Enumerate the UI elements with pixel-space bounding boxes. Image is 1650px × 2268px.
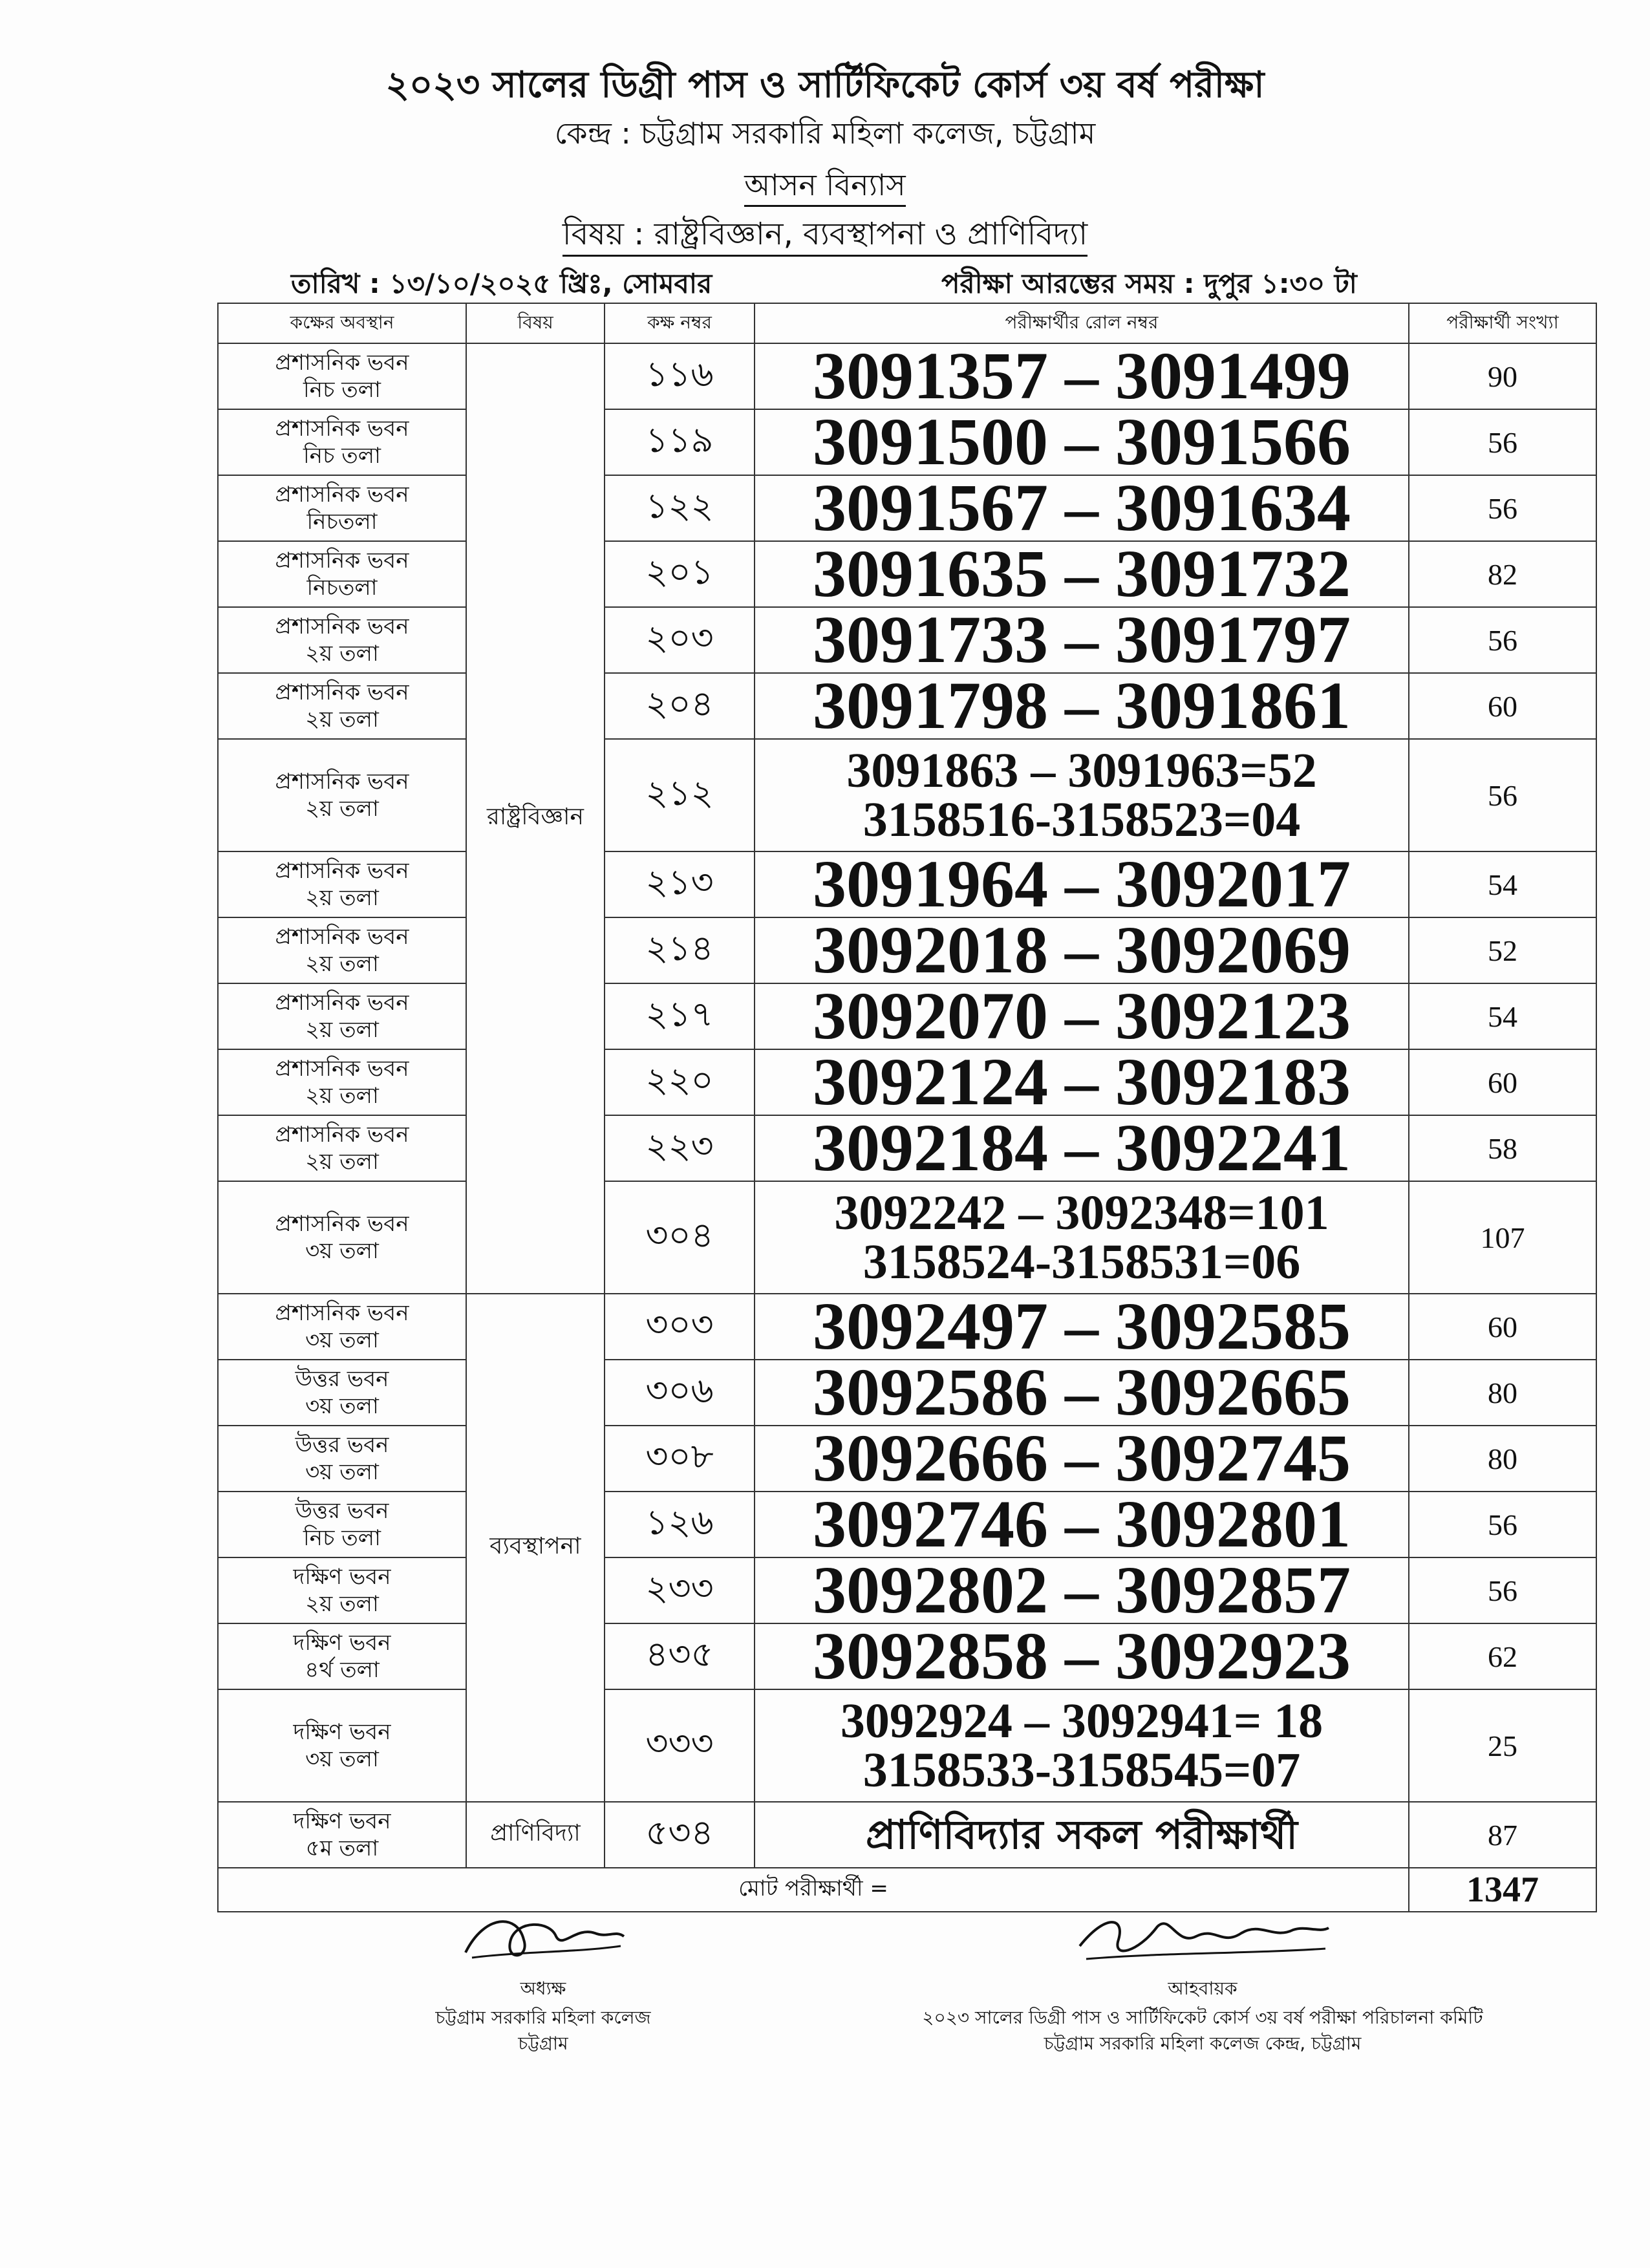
building-name: উত্তর ভবন — [295, 1432, 389, 1458]
roll-range-line: 3092666 – 3092745 — [813, 1421, 1351, 1495]
candidate-count: 56 — [1409, 409, 1596, 475]
room-location — [218, 851, 466, 917]
floor-name: ২য় তলা — [305, 1149, 379, 1175]
building-name: প্রশাসনিক ভবন — [275, 990, 409, 1016]
table-row — [218, 739, 1596, 851]
candidate-count: 25 — [1409, 1689, 1596, 1802]
floor-name: ৩য় তলা — [305, 1238, 379, 1264]
room-location — [218, 983, 466, 1049]
roll-range-line: 3092018 – 3092069 — [813, 913, 1351, 987]
floor-name: ২য় তলা — [305, 796, 379, 822]
principal-city: চট্টগ্রাম — [518, 2033, 568, 2054]
roll-range-line: 3092497 – 3092585 — [813, 1289, 1351, 1364]
floor-name: ৫ম তলা — [305, 1835, 379, 1861]
building-name: প্রশাসনিক ভবন — [275, 924, 409, 950]
seat-plan-table — [217, 303, 1597, 1912]
roll-range — [755, 1802, 1409, 1868]
subject-cell: প্রাণিবিদ্যা — [466, 1802, 605, 1868]
roll-range — [755, 1355, 1409, 1429]
table-row — [218, 1294, 1596, 1360]
seat-arrangement-label: আসন বিন্যাস — [744, 167, 905, 207]
total-label: মোট পরীক্ষার্থী = — [218, 1868, 1409, 1912]
subjects-heading — [0, 211, 1650, 262]
candidate-count: 58 — [1409, 1115, 1596, 1181]
room-number: ২১২ — [605, 739, 755, 851]
table-row — [218, 1115, 1596, 1181]
building-name: প্রশাসনিক ভবন — [275, 350, 409, 376]
room-location — [218, 607, 466, 673]
room-number: ১২৬ — [605, 1492, 755, 1557]
room-number: ২৩৩ — [605, 1557, 755, 1623]
floor-name: নিচতলা — [306, 509, 378, 535]
room-number: ১১৬ — [605, 343, 755, 409]
roll-range — [755, 739, 1409, 851]
room-number: ৫৩৪ — [605, 1802, 755, 1868]
convener-role: আহবায়ক — [1168, 1978, 1238, 1999]
floor-name: ২য় তলা — [305, 951, 379, 977]
roll-range-line-extra: 3158524-3158531=06 — [862, 1235, 1301, 1289]
table-row — [218, 1623, 1596, 1689]
building-name: উত্তর ভবন — [295, 1498, 389, 1524]
room-location — [218, 1115, 466, 1181]
roll-range-line: 3092124 – 3092183 — [813, 1045, 1351, 1119]
roll-range-line-extra: 3158533-3158545=07 — [862, 1743, 1301, 1797]
roll-range — [755, 1689, 1409, 1802]
table-row — [218, 917, 1596, 983]
table-row — [218, 607, 1596, 673]
building-name: প্রশাসনিক ভবন — [275, 1122, 409, 1148]
roll-range — [755, 979, 1409, 1053]
roll-range — [755, 847, 1409, 921]
table-row — [218, 475, 1596, 541]
roll-range — [755, 669, 1409, 743]
room-location — [218, 673, 466, 739]
roll-range-line: 3091863 – 3091963=52 — [846, 744, 1317, 798]
candidate-count: 60 — [1409, 673, 1596, 739]
room-number: ৪৩৫ — [605, 1623, 755, 1689]
candidate-count: 80 — [1409, 1360, 1596, 1426]
room-number: ২১৪ — [605, 917, 755, 983]
roll-range-line: 3092802 – 3092857 — [813, 1553, 1351, 1627]
candidate-count: 52 — [1409, 917, 1596, 983]
roll-range-line: 3091567 – 3091634 — [813, 471, 1351, 545]
candidate-count: 56 — [1409, 739, 1596, 851]
room-location — [218, 1294, 466, 1360]
floor-name: ২য় তলা — [305, 885, 379, 911]
floor-name: ৪র্থ তলা — [305, 1657, 380, 1683]
building-name: উত্তর ভবন — [295, 1366, 389, 1392]
table-row — [218, 673, 1596, 739]
roll-range — [755, 913, 1409, 987]
room-location — [218, 1360, 466, 1426]
table-row — [218, 1557, 1596, 1623]
roll-range-line: প্রাণিবিদ্যার সকল পরীক্ষার্থী — [865, 1811, 1298, 1858]
room-number: ১১৯ — [605, 409, 755, 475]
floor-name: ৩য় তলা — [305, 1393, 379, 1419]
floor-name: ৩য় তলা — [305, 1459, 379, 1485]
roll-range-line: 3092858 – 3092923 — [813, 1619, 1351, 1693]
roll-range — [755, 1553, 1409, 1627]
room-location — [218, 917, 466, 983]
room-location — [218, 475, 466, 541]
candidate-count: 54 — [1409, 983, 1596, 1049]
room-location — [218, 1623, 466, 1689]
roll-range — [755, 405, 1409, 479]
room-number: ৩০৪ — [605, 1181, 755, 1294]
convener-center: চট্টগ্রাম সরকারি মহিলা কলেজ কেন্দ্র, চট্টগ্রাম — [1044, 2033, 1362, 2054]
roll-range — [755, 1289, 1409, 1364]
roll-range-line: 3091635 – 3091732 — [813, 537, 1351, 611]
roll-range — [755, 537, 1409, 611]
room-number: ৩০৩ — [605, 1294, 755, 1360]
table-row — [218, 343, 1596, 409]
building-name: দক্ষিণ ভবন — [293, 1808, 391, 1834]
seat-arrangement-heading — [0, 163, 1650, 212]
room-number: ২২৩ — [605, 1115, 755, 1181]
convener-committee: ২০২৩ সালের ডিগ্রী পাস ও সার্টিফিকেট কোর্স ৩য় বর্ষ পরীক্ষা পরিচালনা কমিটি — [922, 2007, 1483, 2028]
roll-range-line: 3092070 – 3092123 — [813, 979, 1351, 1053]
col-header-location: কক্ষের অবস্থান — [218, 303, 466, 343]
building-name: প্রশাসনিক ভবন — [275, 482, 409, 508]
roll-range — [755, 603, 1409, 677]
building-name: প্রশাসনিক ভবন — [275, 416, 409, 442]
roll-range-line: 3091500 – 3091566 — [813, 405, 1351, 479]
roll-range-line-extra: 3158516-3158523=04 — [862, 793, 1301, 847]
roll-range-line: 3092184 – 3092241 — [813, 1111, 1351, 1185]
building-name: প্রশাসনিক ভবন — [275, 1056, 409, 1082]
convener-signature-block — [853, 1901, 1552, 2057]
building-name: প্রশাসনিক ভবন — [275, 858, 409, 884]
room-location — [218, 1492, 466, 1557]
candidate-count: 62 — [1409, 1623, 1596, 1689]
table-row — [218, 1689, 1596, 1802]
principal-signature-block — [362, 1901, 724, 2057]
table-row — [218, 851, 1596, 917]
table-header-row — [218, 303, 1596, 343]
candidate-count: 56 — [1409, 475, 1596, 541]
floor-name: নিচতলা — [306, 575, 378, 601]
table-row — [218, 1426, 1596, 1492]
room-number: ৩০৬ — [605, 1360, 755, 1426]
roll-range-line: 3092586 – 3092665 — [813, 1355, 1351, 1429]
candidate-count: 56 — [1409, 607, 1596, 673]
candidate-count: 107 — [1409, 1181, 1596, 1294]
principal-signature-icon — [446, 1901, 640, 1972]
table-row — [218, 541, 1596, 607]
subject-cell: রাষ্ট্রবিজ্ঞান — [466, 343, 605, 1294]
floor-name: নিচ তলা — [303, 377, 381, 403]
floor-name: ৩য় তলা — [305, 1327, 379, 1353]
room-number: ১২২ — [605, 475, 755, 541]
convener-signature-icon — [1067, 1901, 1338, 1972]
roll-range — [755, 339, 1409, 413]
candidate-count: 54 — [1409, 851, 1596, 917]
room-location — [218, 1426, 466, 1492]
roll-range-line: 3091733 – 3091797 — [813, 603, 1351, 677]
candidate-count: 56 — [1409, 1557, 1596, 1623]
floor-name: ২য় তলা — [305, 1017, 379, 1043]
roll-range — [755, 1181, 1409, 1294]
room-location — [218, 541, 466, 607]
table-row — [218, 983, 1596, 1049]
room-number: ২০১ — [605, 541, 755, 607]
col-header-room: কক্ষ নম্বর — [605, 303, 755, 343]
room-location — [218, 409, 466, 475]
room-number: ২০৪ — [605, 673, 755, 739]
col-header-subject: বিষয় — [466, 303, 605, 343]
table-row — [218, 1492, 1596, 1557]
roll-range — [755, 471, 1409, 545]
room-location — [218, 1802, 466, 1868]
floor-name: ২য় তলা — [305, 641, 379, 667]
room-number: ২২০ — [605, 1049, 755, 1115]
roll-range — [755, 1045, 1409, 1119]
floor-name: ২য় তলা — [305, 1083, 379, 1109]
exam-start-time: পরীক্ষা আরম্ভের সময় : দুপুর ১:৩০ টা — [941, 268, 1357, 299]
roll-range — [755, 1421, 1409, 1495]
building-name: প্রশাসনিক ভবন — [275, 548, 409, 573]
room-location — [218, 1689, 466, 1802]
table-row — [218, 1049, 1596, 1115]
col-header-count: পরীক্ষার্থী সংখ্যা — [1409, 303, 1596, 343]
subjects-label: বিষয় : রাষ্ট্রবিজ্ঞান, ব্যবস্থাপনা ও প্রাণিবিদ্যা — [562, 216, 1088, 257]
candidate-count: 80 — [1409, 1426, 1596, 1492]
roll-range-line: 3091357 – 3091499 — [813, 339, 1351, 413]
roll-range-line: 3092924 – 3092941= 18 — [840, 1694, 1323, 1748]
exam-center: কেন্দ্র : চট্টগ্রাম সরকারি মহিলা কলেজ, চট্টগ্রাম — [554, 116, 1096, 151]
floor-name: ২য় তলা — [305, 1591, 379, 1617]
roll-range — [755, 1111, 1409, 1185]
roll-range-line: 3091798 – 3091861 — [813, 669, 1351, 743]
candidate-count: 90 — [1409, 343, 1596, 409]
building-name: প্রশাসনিক ভবন — [275, 614, 409, 639]
roll-range-line: 3091964 – 3092017 — [813, 847, 1351, 921]
floor-name: নিচ তলা — [303, 1525, 381, 1551]
room-location — [218, 1049, 466, 1115]
building-name: প্রশাসনিক ভবন — [275, 1211, 409, 1237]
principal-role: অধ্যক্ষ — [520, 1978, 566, 1999]
table-row — [218, 409, 1596, 475]
roll-range-line: 3092242 – 3092348=101 — [834, 1186, 1329, 1240]
exam-date: তারিখ : ১৩/১০/২০২৫ খ্রিঃ, সোমবার — [291, 268, 712, 299]
room-number: ২১৩ — [605, 851, 755, 917]
roll-range — [755, 1487, 1409, 1561]
floor-name: ২য় তলা — [305, 707, 379, 733]
room-location — [218, 1181, 466, 1294]
roll-range-line: 3092746 – 3092801 — [813, 1487, 1351, 1561]
principal-institution: চট্টগ্রাম সরকারি মহিলা কলেজ — [435, 2007, 651, 2028]
candidate-count: 56 — [1409, 1492, 1596, 1557]
room-number: ২১৭ — [605, 983, 755, 1049]
total-count: 1347 — [1409, 1868, 1596, 1912]
candidate-count: 60 — [1409, 1294, 1596, 1360]
room-number: ২০৩ — [605, 607, 755, 673]
floor-name: নিচ তলা — [303, 443, 381, 469]
subject-cell: ব্যবস্থাপনা — [466, 1294, 605, 1802]
room-number: ৩৩৩ — [605, 1689, 755, 1802]
candidate-count: 60 — [1409, 1049, 1596, 1115]
room-location — [218, 739, 466, 851]
building-name: দক্ষিণ ভবন — [293, 1630, 391, 1656]
building-name: দক্ষিণ ভবন — [293, 1564, 391, 1590]
building-name: প্রশাসনিক ভবন — [275, 769, 409, 795]
room-location — [218, 1557, 466, 1623]
room-number: ৩০৮ — [605, 1426, 755, 1492]
room-location — [218, 343, 466, 409]
exam-title: ২০২৩ সালের ডিগ্রী পাস ও সার্টিফিকেট কোর্স ৩য় বর্ষ পরীক্ষা — [385, 64, 1265, 106]
roll-range — [755, 1619, 1409, 1693]
table-row — [218, 1802, 1596, 1868]
building-name: প্রশাসনিক ভবন — [275, 679, 409, 705]
building-name: দক্ষিণ ভবন — [293, 1719, 391, 1745]
table-row — [218, 1360, 1596, 1426]
candidate-count: 82 — [1409, 541, 1596, 607]
col-header-roll: পরীক্ষার্থীর রোল নম্বর — [755, 303, 1409, 343]
candidate-count: 87 — [1409, 1802, 1596, 1868]
building-name: প্রশাসনিক ভবন — [275, 1300, 409, 1326]
floor-name: ৩য় তলা — [305, 1746, 379, 1772]
table-row — [218, 1181, 1596, 1294]
